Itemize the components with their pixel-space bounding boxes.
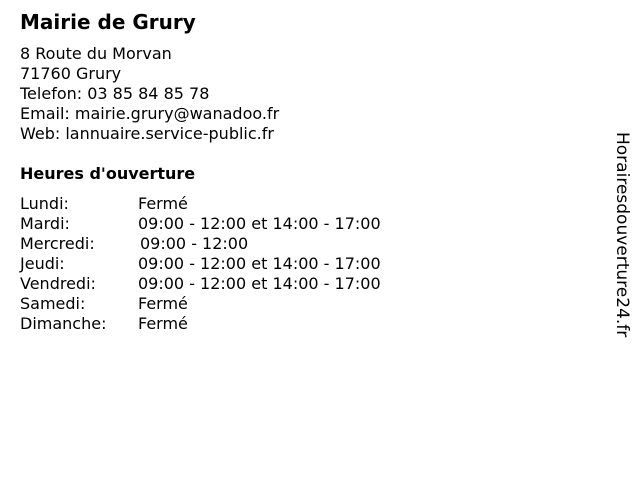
hours-heading: Heures d'ouverture [20,164,196,183]
hours-time: Fermé [138,294,188,313]
side-brand-text: Horairesdouverture24.fr [612,132,632,338]
hours-time: Fermé [138,194,188,213]
hours-time: Fermé [138,314,188,333]
side-brand-watermark [612,132,632,372]
hours-time: 09:00 - 12:00 et 14:00 - 17:00 [138,254,381,273]
hours-day: Lundi: [20,194,69,213]
hours-day: Mercredi: [20,234,95,253]
hours-time: 09:00 - 12:00 et 14:00 - 17:00 [138,214,381,233]
address-email: Email: mairie.grury@wanadoo.fr [20,104,280,123]
address-block [20,44,279,144]
hours-time: 09:00 - 12:00 [140,234,249,253]
page-title: Mairie de Grury [20,10,196,34]
hours-day: Mardi: [20,214,70,233]
hours-day: Jeudi: [20,254,65,273]
hours-time: 09:00 - 12:00 et 14:00 - 17:00 [138,274,381,293]
address-phone: Telefon: 03 85 84 85 78 [20,84,210,103]
address-street: 8 Route du Morvan [20,44,172,63]
address-city: 71760 Grury [20,64,122,83]
hours-day: Vendredi: [20,274,96,293]
hours-day: Dimanche: [20,314,107,333]
hours-day: Samedi: [20,294,86,313]
address-web: Web: lannuaire.service-public.fr [20,124,274,143]
